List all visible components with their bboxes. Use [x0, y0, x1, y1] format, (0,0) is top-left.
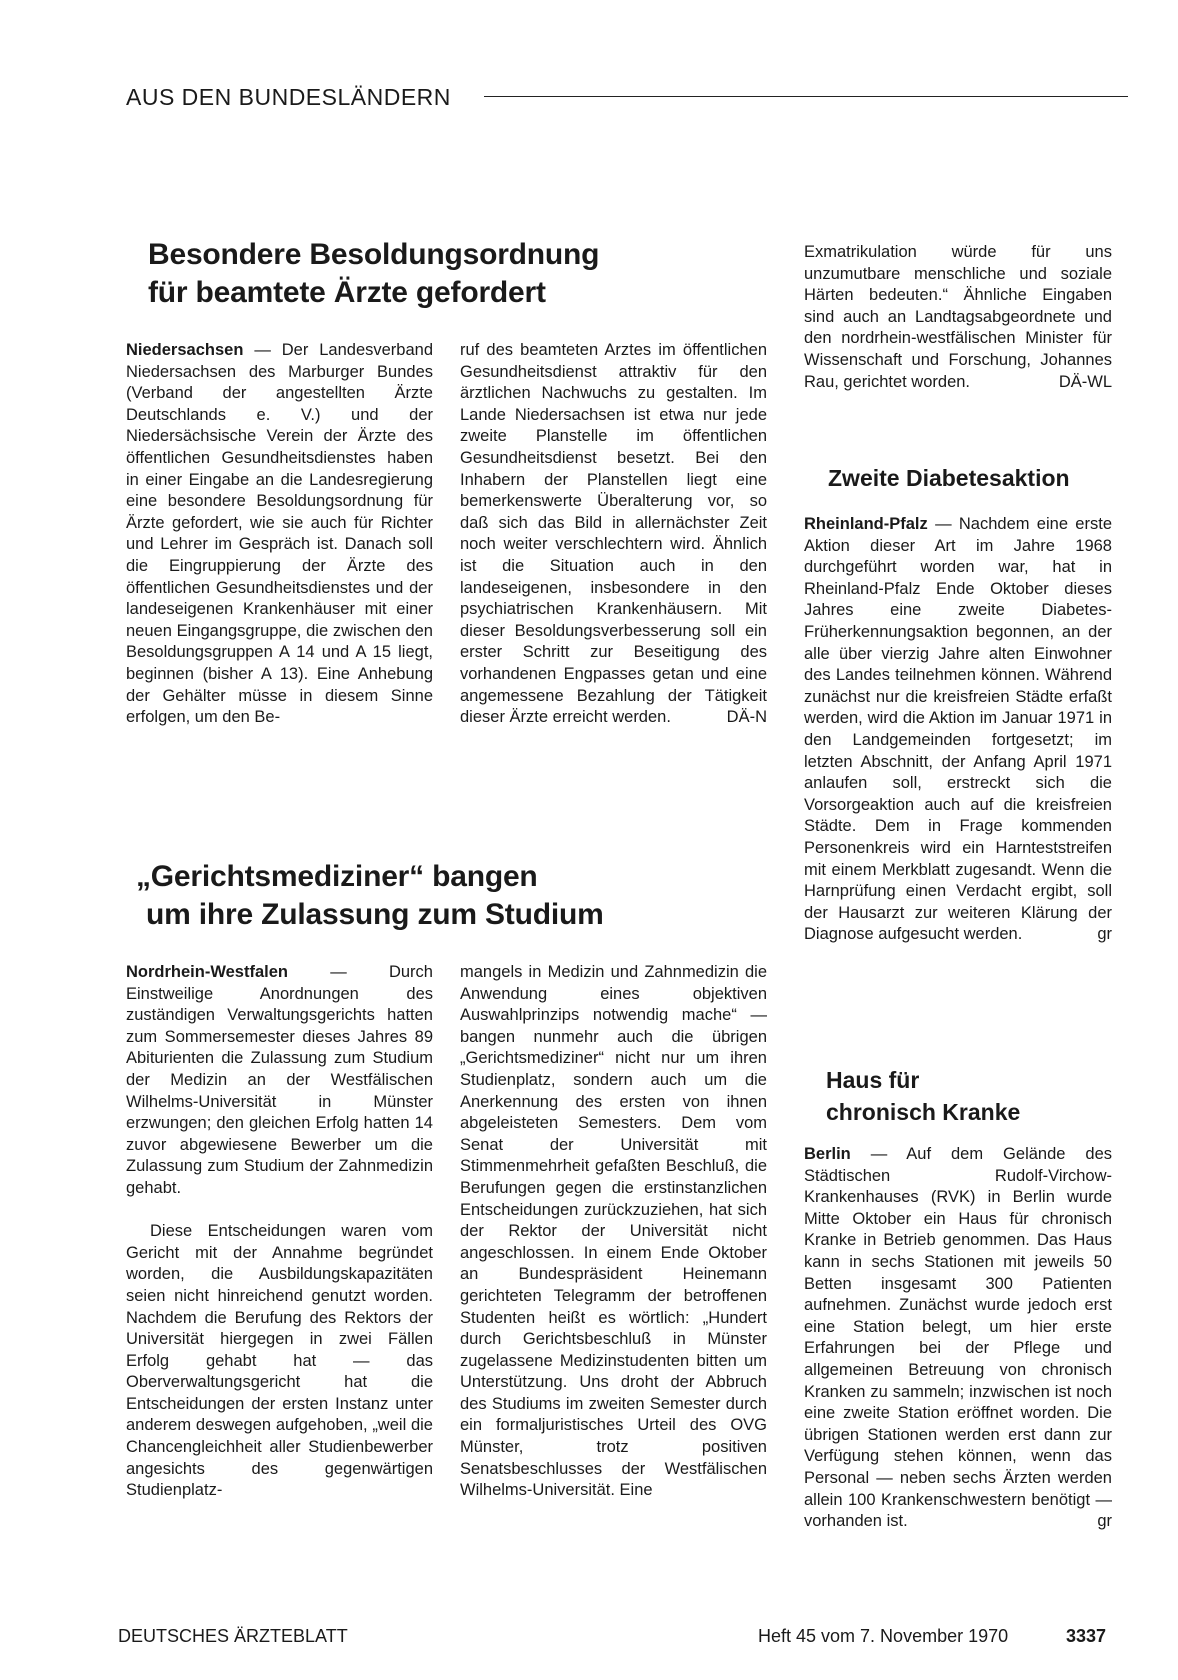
article-2-column-3	[804, 242, 1112, 393]
article-2-headline	[136, 858, 716, 934]
article-1-title-line-1: Besondere Besoldungsordnung	[148, 238, 600, 271]
article-2-dateline: Nordrhein-Westfalen	[126, 963, 288, 981]
footer-issue: Heft 45 vom 7. November 1970	[758, 1626, 1009, 1646]
article-4-title-line-2: chronisch Kranke	[826, 1099, 1021, 1125]
article-1-column-2	[460, 340, 767, 729]
article-1-dateline: Niedersachsen	[126, 341, 244, 359]
article-2-text-p1: — Durch Einstweilige Anordnungen des zuständigen Verwaltungsgerichts hatten zum Sommersemester dieses Jahres 89 Abiturienten die Zulassung zum Studium der Medizin an der Westfälischen Wilhelms-Universität in Münster erzwungen; den gleichen Erfolg hatten 14 zuvor abgewiesene Bewerber um die Zulassung zum Studium der Zahnmedizin gehabt.	[126, 963, 433, 1197]
article-4-headline	[826, 1064, 1126, 1128]
article-3-column	[804, 514, 1112, 946]
article-2-signature: DÄ-WL	[1058, 372, 1112, 391]
article-1-title-line-2: für beamtete Ärzte gefordert	[148, 276, 546, 309]
article-1-signature: DÄ-N	[726, 708, 767, 727]
article-3-headline: Zweite Diabetesaktion	[828, 465, 1070, 491]
section-header: AUS DEN BUNDESLÄNDERN	[126, 84, 451, 110]
footer-publication: DEUTSCHES ÄRZTEBLATT	[118, 1626, 348, 1646]
article-1-column-1	[126, 340, 433, 729]
article-4-dateline: Berlin	[804, 1145, 851, 1163]
article-4-signature: gr	[1097, 1512, 1112, 1531]
article-2-title-line-1: „Gerichtsmediziner“ bangen	[136, 860, 538, 893]
article-3-dateline: Rheinland-Pfalz	[804, 515, 928, 533]
article-1-text-col-1: — Der Landesverband Niedersachsen des Marburger Bundes (Verband der angestellten Ärzte Deutschlands e. V.) und der Niedersächsische Verein der Ärzte des öffentlichen Gesundheitsdienstes haben in einer Eingabe an die Landesregierung eine besondere Besoldungsordnung für Ärzte gefordert, wie sie auch für Richter und Lehrer im Gespräch ist. Danach soll die Eingruppierung der Ärzte des öffentlichen Gesundheitsdienstes und der landeseigenen Krankenhäuser mit einer neuen Eingangsgruppe, die zwischen den Besoldungsgruppen A 14 und A 15 liegt, beginnen (bisher A 13). Eine Anhebung der Gehälter müsse in diesem Sinne erfolgen, um den Be-	[126, 341, 433, 727]
article-2-column-1	[126, 962, 433, 1502]
article-3-signature: gr	[1097, 925, 1112, 944]
article-4-title-line-1: Haus für	[826, 1067, 920, 1093]
article-2-text-p2: Diese Entscheidungen waren vom Gericht mit der Annahme begründet worden, die Ausbildungskapazitäten seien nicht hinreichend genutzt worden. Nachdem die Berufung des Rektors der Universität hiergegen in zwei Fällen Erfolg gehabt hat — das Oberverwaltungsgericht hat die Entscheidungen der ersten Instanz unter anderem deswegen aufgehoben, „weil die Chancengleichheit aller Studienbewerber angesichts des gegenwärtigen Studienplatz-	[126, 1222, 433, 1500]
article-2-title-line-2: um ihre Zulassung zum Studium	[146, 898, 604, 931]
article-2-text-col-3: Exmatrikulation würde für uns unzumutbare menschliche und soziale Härten bedeuten.“ Ähnliche Eingaben sind auch an Landtagsabgeordnete und den nordrhein-westfälischen Minister für Wissenschaft und Forschung, Johannes Rau, gerichtet worden.	[804, 243, 1112, 391]
article-2-text-col-2: mangels in Medizin und Zahnmedizin die Anwendung eines objektiven Auswahlprinzips notwendig mache“ — bangen nunmehr auch die übrigen „Gerichtsmediziner“ nicht nur um ihren Studienplatz, sondern auch um die Anerkennung des ersten von ihnen abgeleisteten Semesters. Dem vom Senat der Universität mit Stimmenmehrheit gefaßten Beschluß, die Berufungen gegen die erstinstanzlichen Entscheidungen zurückzuziehen, hat sich der Rektor der Universität nicht angeschlossen. In einem Ende Oktober an Bundespräsident Heinemann gerichteten Telegramm der betroffenen Studenten heißt es wörtlich: „Hundert durch Gerichtsbeschluß in Münster zugelassene Medizinstudenten bitten um Unterstützung. Uns droht der Abbruch des Studiums im zweiten Semester durch ein formaljuristisches Urteil des OVG Münster, trotz positiven Senatsbeschlusses der Westfälischen Wilhelms-Universität. Eine	[460, 963, 767, 1500]
footer-page-number: 3337	[1066, 1626, 1107, 1646]
article-2-column-2	[460, 962, 767, 1502]
section-rule	[484, 96, 1128, 97]
article-4-column	[804, 1144, 1112, 1533]
article-3-text: — Nachdem eine erste Aktion dieser Art im Jahre 1968 durchgeführt worden war, hat in Rheinland-Pfalz Ende Oktober dieses Jahres eine zweite Diabetes-Früherkennungsaktion begonnen, an der alle über vierzig Jahre alten Einwohner des Landes teilnehmen können. Während zunächst nur die kreisfreien Städte erfaßt werden, wird die Aktion im Januar 1971 in den Landgemeinden fortgesetzt; im letzten Abschnitt, der Anfang April 1971 anlaufen soll, erstreckt sich die Vorsorgeaktion auch auf die kreisfreien Städte. Dem in Frage kommenden Personenkreis wird ein Harnteststreifen mit einem Merkblatt zugesandt. Wenn die Harnprüfung einen Verdacht ergibt, soll der Hausarzt zur weiteren Klärung der Diagnose aufgesucht werden.	[804, 515, 1112, 944]
article-4-text: — Auf dem Gelände des Städtischen Rudolf-Virchow-Krankenhauses (RVK) in Berlin wurde Mitte Oktober ein Haus für chronisch Kranke in Betrieb genommen. Das Haus kann in sechs Stationen mit jeweils 50 Betten insgesamt 300 Patienten aufnehmen. Zunächst wurde jedoch erst eine Station belegt, um hier erste Erfahrungen bei der Pflege und allgemeinen Betreuung von chronisch Kranken zu sammeln; inzwischen ist noch eine zweite Station eröffnet worden. Die übrigen Stationen werden erst dann zur Verfügung stehen können, wenn das Personal — neben sechs Ärzten werden allein 100 Krankenschwestern benötigt — vorhanden ist.	[804, 1145, 1112, 1531]
article-1-headline	[148, 236, 708, 312]
article-1-text-col-2: ruf des beamteten Arztes im öffentlichen Gesundheitsdienst attraktiv für den ärztlichen Nachwuchs zu gestalten. Im Lande Niedersachsen ist etwa nur jede zweite Planstelle im öffentlichen Gesundheitsdienst besetzt. Bei den Inhabern der Planstellen liegt eine bemerkenswerte Überalterung vor, so daß sich das Bild in allernächster Zeit noch weiter verschlechtern wird. Ähnlich ist die Situation auch in den landeseigenen, insbesondere in den psychiatrischen Krankenhäusern. Mit dieser Besoldungsverbesserung soll ein erster Schritt zur Beseitigung des vorhandenen Engpasses getan und eine angemessene Bezahlung der Tätigkeit dieser Ärzte erreicht werden.	[460, 341, 767, 727]
